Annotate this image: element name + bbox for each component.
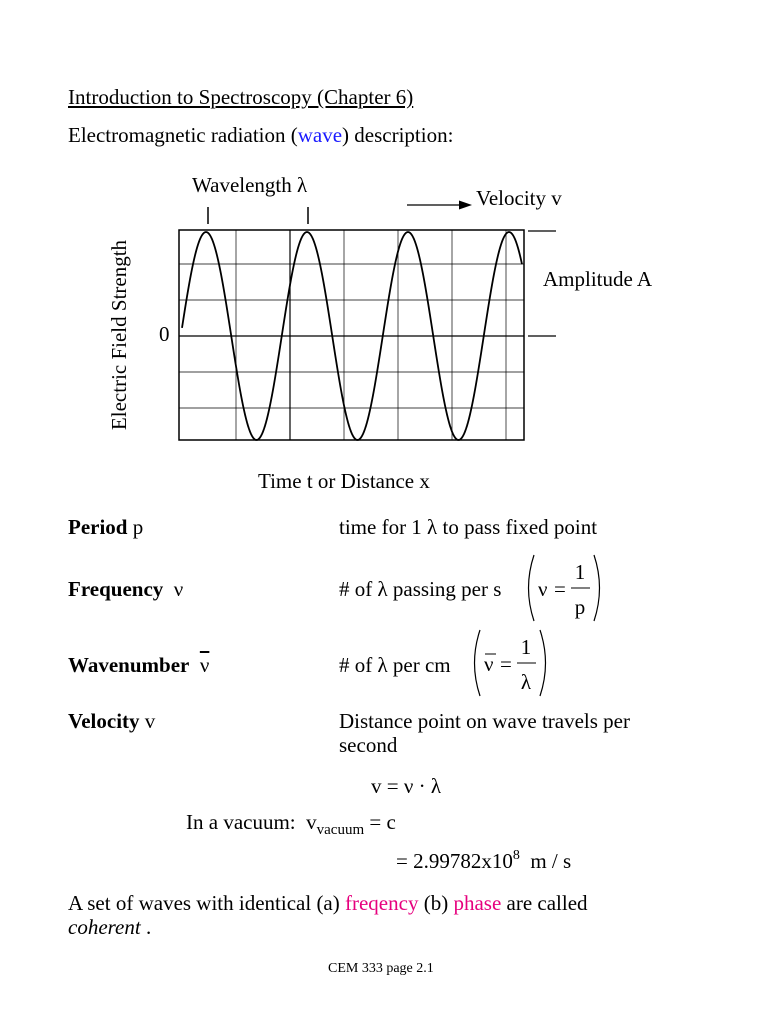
coherent-line1 <box>68 891 588 916</box>
amplitude-label: Amplitude A <box>543 267 653 291</box>
period-term-name: Period <box>68 515 128 539</box>
wavenumber-formula-lhs: ν <box>484 652 494 676</box>
wavenumber-formula-num: 1 <box>520 635 532 659</box>
wave-diagram <box>0 0 768 500</box>
frequency-formula-eq: = <box>554 577 566 601</box>
velocity-term-name: Velocity <box>68 709 140 733</box>
vacuum-eq: = c <box>369 810 396 834</box>
wavenumber-formula-den: λ <box>520 670 532 694</box>
wavenumber-symbol: $\overline{\nu}$ <box>199 653 210 677</box>
speed-exponent: 8 <box>512 848 520 863</box>
speed-unit: m / s <box>530 849 572 873</box>
vacuum-v: v <box>306 810 317 834</box>
period-description: time for 1 λ to pass fixed point <box>339 515 598 539</box>
frequency-formula-num: 1 <box>574 560 586 584</box>
vacuum-subscript: vacuum <box>316 822 365 838</box>
period-term <box>68 515 143 540</box>
page-footer: CEM 333 page 2.1 <box>328 961 434 976</box>
frequency-symbol: ν <box>173 577 184 601</box>
coherent-phase: phase <box>453 891 502 915</box>
frequency-formula-rparen <box>594 555 600 621</box>
wavenumber-formula-rparen <box>540 630 546 696</box>
velocity-symbol: v <box>144 709 156 733</box>
velocity-description-line2: second <box>339 733 398 757</box>
frequency-description: # of λ passing per s <box>339 577 502 601</box>
vacuum-label: In a vacuum: <box>186 810 296 834</box>
frequency-formula-den: p <box>574 595 586 619</box>
coherent-end: . <box>140 915 152 939</box>
coherent-word: coherent <box>68 915 141 939</box>
wavelength-label: Wavelength λ <box>192 173 308 197</box>
wavenumber-term-name: Wavenumber <box>68 653 190 677</box>
frequency-term-name: Frequency <box>68 577 164 601</box>
coherent-part2: (b) <box>418 891 454 915</box>
frequency-formula-lhs: ν <box>538 577 548 601</box>
velocity-term <box>68 709 155 734</box>
wavenumber-description: # of λ per cm <box>339 653 451 677</box>
vacuum-equation <box>186 810 396 838</box>
coherent-part3: are called <box>501 891 588 915</box>
subtitle-before: Electromagnetic radiation ( <box>68 123 298 147</box>
frequency-term <box>68 577 183 602</box>
speed-prefix: = 2.99782x10 <box>396 849 513 873</box>
coherent-frequency: freqency <box>345 891 419 915</box>
wavenumber-formula <box>466 627 556 699</box>
wavenumber-formula-lparen <box>475 630 481 696</box>
wavenumber-formula-eq: = <box>500 652 512 676</box>
period-symbol: p <box>132 515 144 539</box>
frequency-formula-lparen <box>529 555 535 621</box>
velocity-description-line1: Distance point on wave travels per <box>339 709 630 733</box>
velocity-label: Velocity v <box>476 186 562 210</box>
subtitle-highlight: wave <box>297 123 343 147</box>
coherent-line2 <box>68 915 151 940</box>
zero-label: 0 <box>159 322 170 346</box>
coherent-part1: A set of waves with identical (a) <box>68 891 345 915</box>
subtitle-after: ) description: <box>342 123 454 147</box>
page-title: Introduction to Spectroscopy (Chapter 6) <box>68 85 414 109</box>
wavenumber-term <box>68 653 209 678</box>
speed-of-light <box>396 849 571 874</box>
x-axis-label: Time t or Distance x <box>258 469 430 493</box>
velocity-arrow-head <box>459 201 472 210</box>
y-axis-label: Electric Field Strength <box>107 239 131 431</box>
velocity-equation: v = ν · λ <box>371 774 442 798</box>
frequency-formula <box>520 552 610 624</box>
